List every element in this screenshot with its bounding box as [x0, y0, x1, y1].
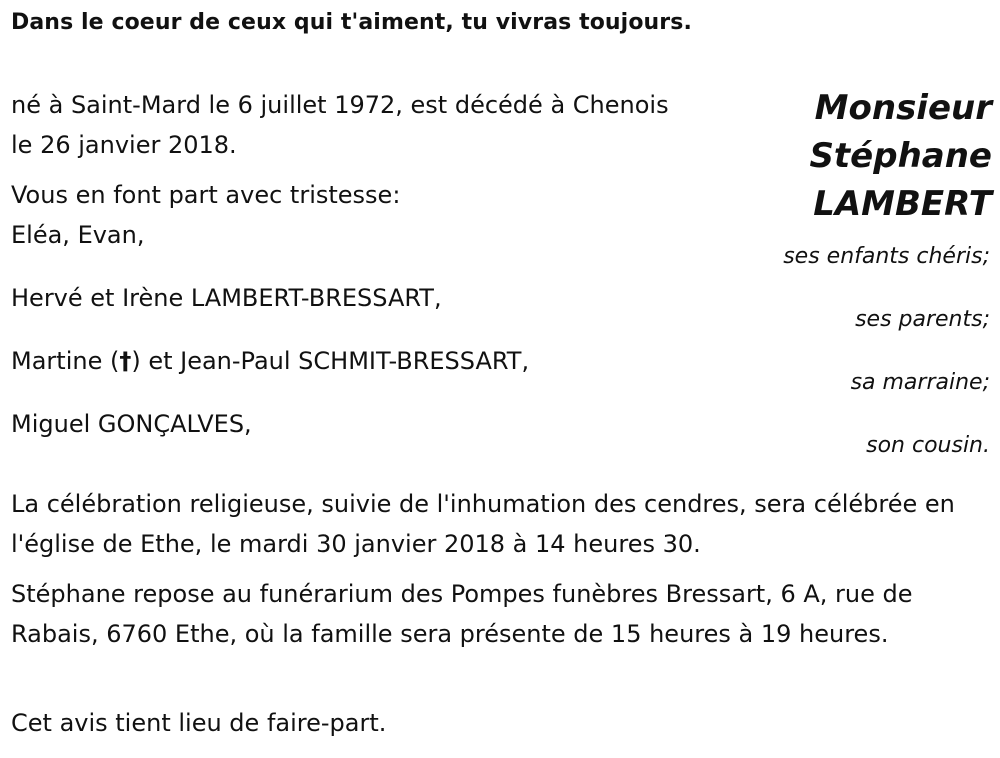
- family-role-children: ses enfants chéris;: [783, 244, 990, 269]
- godmother-names-before: Martine (: [11, 347, 120, 375]
- deceased-first-name: Stéphane: [809, 136, 992, 176]
- closing-note: Cet avis tient lieu de faire-part.: [11, 709, 387, 737]
- family-names-cousin: Miguel GONÇALVES,: [11, 410, 252, 438]
- birth-death-line-2: le 26 janvier 2018.: [11, 131, 237, 159]
- family-role-godmother: sa marraine;: [850, 370, 990, 395]
- cross-icon: †: [119, 347, 132, 375]
- ceremony-paragraph: La célébration religieuse, suivie de l'inhumation des cendres, sera célébrée en l'église de Ethe, le mardi 30 janvier 2018 à 14 heures 30.: [11, 490, 955, 558]
- visitation-paragraph: Stéphane repose au funérarium des Pompes funèbres Bressart, 6 A, rue de Rabais, 6760 Ethe, où la famille sera présente de 15 heures à 19 heures.: [11, 580, 913, 648]
- family-role-cousin: son cousin.: [866, 433, 990, 458]
- announcement-intro: Vous en font part avec tristesse:: [11, 181, 401, 209]
- deceased-last-name: LAMBERT: [813, 184, 992, 224]
- deceased-title: Monsieur: [814, 88, 992, 128]
- epigraph: Dans le coeur de ceux qui t'aiment, tu vivras toujours.: [11, 10, 692, 35]
- family-role-parents: ses parents;: [855, 307, 990, 332]
- family-names-godmother: [11, 341, 529, 381]
- godmother-names-after: ) et Jean-Paul SCHMIT-BRESSART,: [131, 347, 530, 375]
- family-names-parents: Hervé et Irène LAMBERT-BRESSART,: [11, 284, 442, 312]
- family-names-children: Eléa, Evan,: [11, 221, 145, 249]
- deceased-name-block: [809, 84, 992, 228]
- birth-death-line-1: né à Saint-Mard le 6 juillet 1972, est décédé à Chenois: [11, 91, 669, 119]
